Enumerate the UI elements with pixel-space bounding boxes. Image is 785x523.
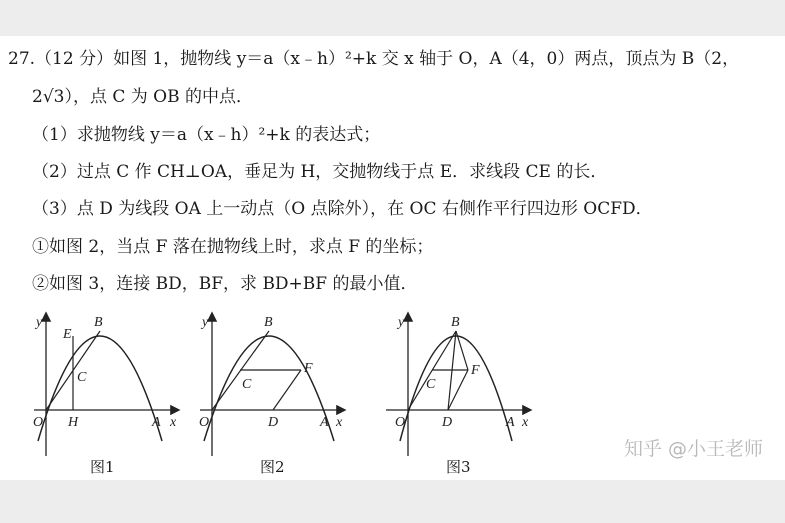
label-b: B bbox=[264, 315, 273, 330]
label-y: y bbox=[36, 315, 43, 330]
part-2-text: （2）过点 C 作 CH⊥OA，垂足为 H，交抛物线于点 E．求线段 CE 的长． bbox=[32, 162, 608, 182]
label-d: D bbox=[442, 415, 453, 430]
label-a: A bbox=[506, 415, 515, 430]
part-3-text: （3）点 D 为线段 OA 上一动点（O 点除外），在 OC 右侧作平行四边形 OCFD． bbox=[32, 199, 653, 219]
label-x: x bbox=[522, 415, 529, 430]
watermark: 知乎 @小王老师 bbox=[623, 438, 763, 460]
figure-3 bbox=[382, 306, 542, 480]
figure-2 bbox=[196, 306, 356, 480]
parabola bbox=[38, 336, 162, 441]
label-a: A bbox=[320, 415, 329, 430]
figure-2-caption: 图2 bbox=[260, 458, 285, 476]
label-x: x bbox=[336, 415, 343, 430]
label-c: C bbox=[426, 377, 436, 392]
part-1-text: （1）求抛物线 y＝a（x﹣h）²+k 的表达式； bbox=[32, 125, 381, 145]
sub-question-2: ②如图 3，连接 BD，BF，求 BD+BF 的最小值． bbox=[32, 274, 418, 294]
label-a: A bbox=[152, 415, 161, 430]
label-c: C bbox=[77, 370, 87, 385]
label-o: O bbox=[199, 415, 210, 430]
problem-line-2: 2√3），点 C 为 OB 的中点． bbox=[32, 87, 254, 107]
problem-sheet bbox=[0, 36, 785, 480]
label-f: F bbox=[471, 363, 480, 378]
figure-1-caption: 图1 bbox=[90, 458, 115, 476]
label-x: x bbox=[170, 415, 177, 430]
figure-3-caption: 图3 bbox=[446, 458, 471, 476]
label-o: O bbox=[395, 415, 406, 430]
label-d: D bbox=[268, 415, 279, 430]
figure-1 bbox=[30, 306, 190, 480]
label-f: F bbox=[304, 361, 313, 376]
label-b: B bbox=[94, 315, 103, 330]
parabola bbox=[400, 336, 512, 441]
label-y: y bbox=[202, 315, 209, 330]
label-b: B bbox=[451, 315, 460, 330]
segment-fd bbox=[273, 370, 301, 410]
sub-question-1: ①如图 2，当点 F 落在抛物线上时，求点 F 的坐标； bbox=[32, 237, 434, 257]
label-o: O bbox=[33, 415, 44, 430]
problem-line-1: 27.（12 分）如图 1，抛物线 y＝a（x﹣h）²+k 交 x 轴于 O，A（4，0）两点，顶点为 B（2， bbox=[8, 49, 740, 69]
label-h: H bbox=[68, 415, 79, 430]
label-e: E bbox=[63, 327, 72, 342]
label-y: y bbox=[398, 315, 405, 330]
label-c: C bbox=[242, 377, 252, 392]
